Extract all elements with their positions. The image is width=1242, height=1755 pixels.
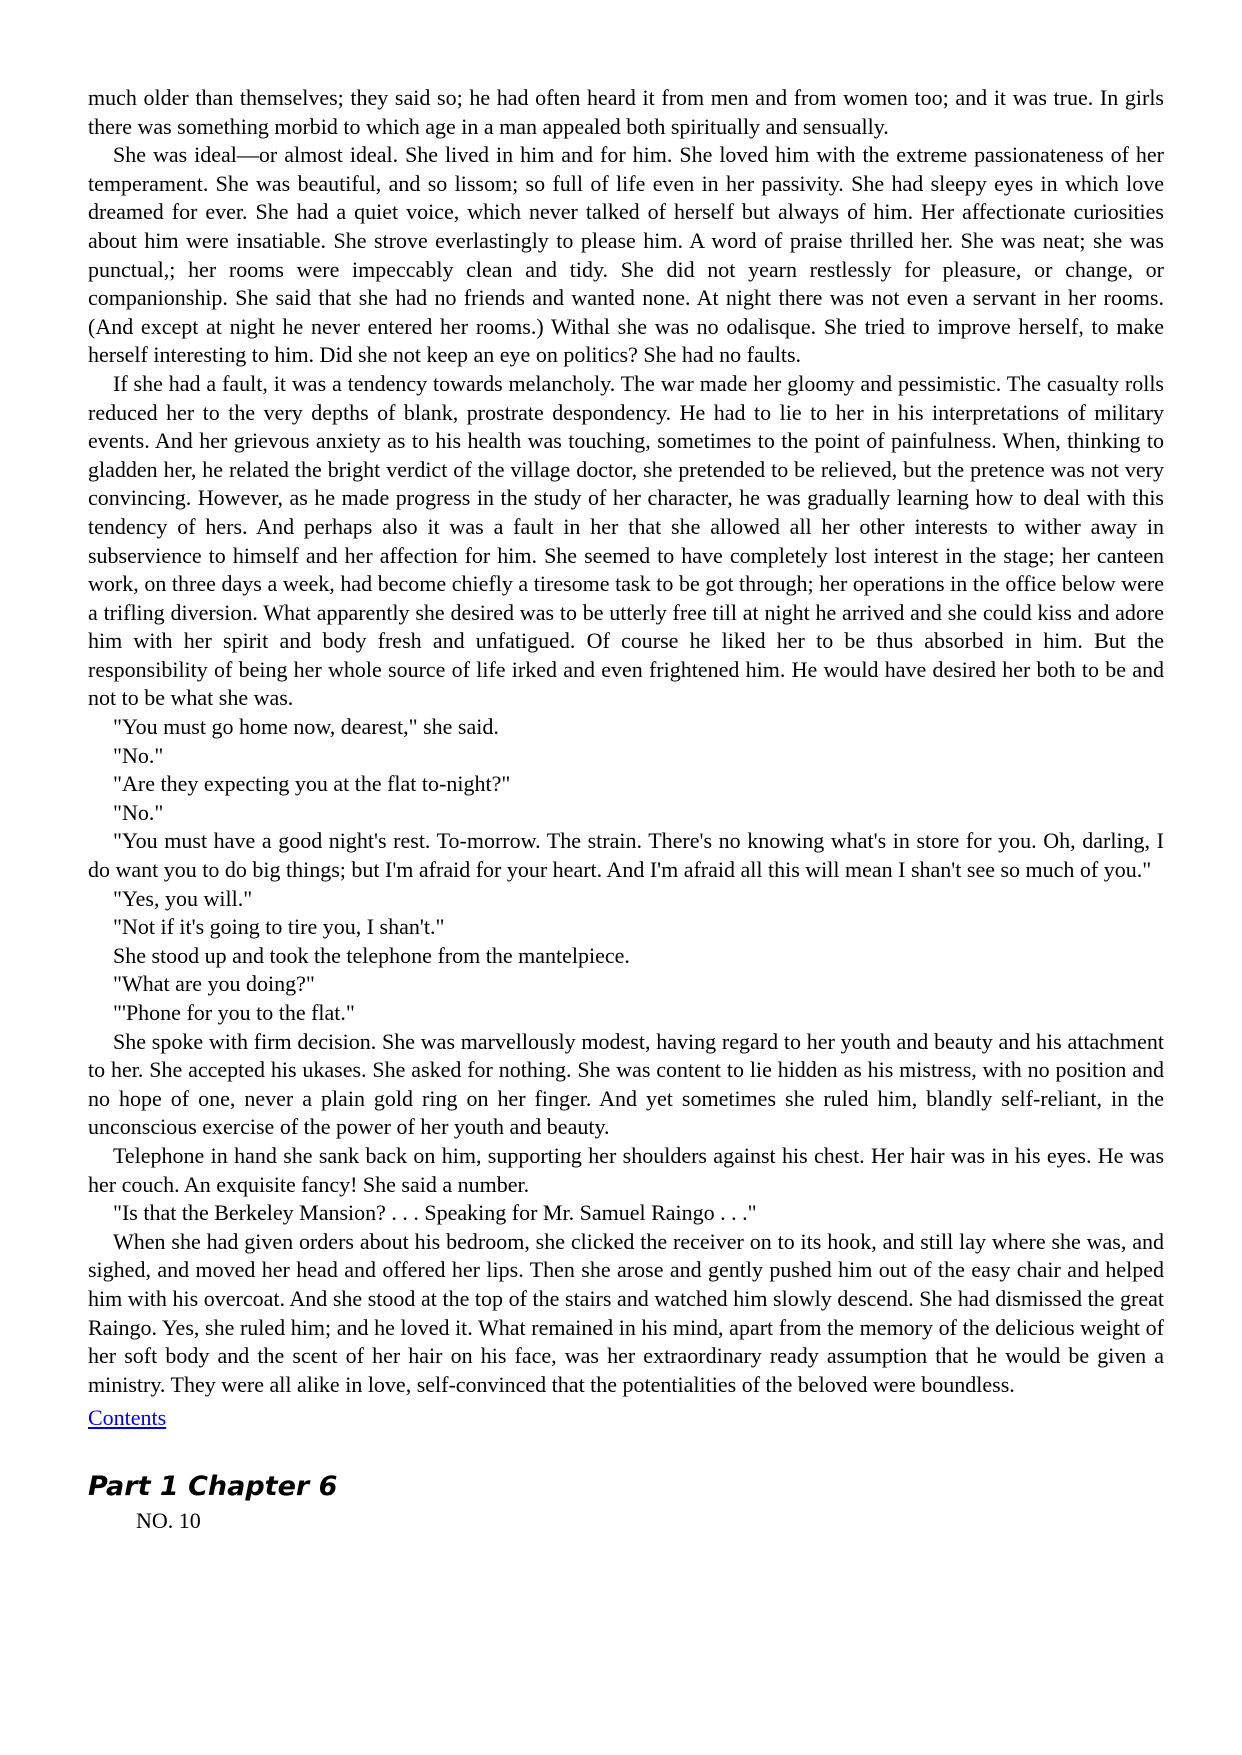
paragraph: If she had a fault, it was a tendency towards melancholy. The war made her gloomy and pessimistic. The casualty rolls reduced her to the very depths of blank, prostrate despondency. He had to lie to her in his interpretations of military events. And her grievous anxiety as to his health was touching, sometimes to the point of painfulness. When, thinking to gladden her, he related the bright verdict of the village doctor, she pretended to be relieved, but the pretence was not very convincing. However, as he made progress in the study of her character, he was gradually learning how to deal with this tendency of hers. And perhaps also it was a fault in her that she allowed all her other interests to wither away in subservience to himself and her affection for him. She seemed to have completely lost interest in the stage; her canteen work, on three days a week, had become chiefly a tiresome task to be got through; her operations in the office below were a trifling diversion. What apparently she desired was to be utterly free till at night he arrived and she could kiss and adore him with her spirit and body fresh and unfatigued. Of course he liked her to be thus absorbed in him. But the responsibility of being her whole source of life irked and even frightened him. He would have desired her both to be and not to be what she was. — [88, 370, 1164, 711]
dialogue-line: "No." — [113, 742, 164, 768]
dialogue-line: "Yes, you will." — [113, 885, 253, 911]
chapter-heading: Part 1 Chapter 6 — [88, 1470, 338, 1502]
dialogue-line: "Not if it's going to tire you, I shan't." — [113, 914, 445, 940]
paragraph: She was ideal—or almost ideal. She lived in him and for him. She loved him with the extreme passionateness of her temperament. She was beautiful, and so lissom; so full of life even in her passivity. She had sleepy eyes in which love dreamed for ever. She had a quiet voice, which never talked of herself but always of him. Her affectionate curiosities about him were insatiable. She strove everlastingly to please him. A word of praise thrilled her. She was neat; she was punctual,; her rooms were impeccably clean and tidy. She did not yearn restlessly for pleasure, or change, or companionship. She said that she had no friends and wanted none. At night there was not even a servant in her rooms. (And except at night he never entered her rooms.) Withal she was no odalisque. She tried to improve herself, to make herself interesting to him. Did she not keep an eye on politics? She had no faults. — [88, 142, 1164, 368]
paragraph: Telephone in hand she sank back on him, supporting her shoulders against his chest. Her hair was in his eyes. He was her couch. An exquisite fancy! She said a number. — [88, 1142, 1164, 1197]
dialogue-line: "Is that the Berkeley Mansion? . . . Speaking for Mr. Samuel Raingo . . ." — [113, 1200, 757, 1226]
dialogue-line: "No." — [113, 799, 164, 825]
contents-link[interactable]: Contents — [88, 1405, 167, 1431]
paragraph: She spoke with firm decision. She was marvellously modest, having regard to her youth and beauty and his attachment to her. She accepted his ukases. She asked for nothing. She was content to lie hidden as his mistress, with no position and no hope of one, never a plain gold ring on her finger. And yet sometimes she ruled him, blandly self-reliant, in the unconscious exercise of the power of her youth and beauty. — [88, 1028, 1164, 1140]
chapter-subtitle: NO. 10 — [136, 1507, 201, 1533]
paragraph: She stood up and took the telephone from the mantelpiece. — [113, 942, 630, 968]
dialogue-line: "You must go home now, dearest," she said. — [113, 714, 499, 740]
dialogue-line: "'Phone for you to the flat." — [113, 1000, 355, 1025]
dialogue-line: "What are you doing?" — [113, 971, 315, 997]
dialogue-line: "You must have a good night's rest. To-morrow. The strain. There's no knowing what's in store for you. Oh, darling, I do want you to do big things; but I'm afraid for your heart. And I'm afraid all this will mean I shan't see so much of you." — [88, 828, 1164, 883]
paragraph: When she had given orders about his bedroom, she clicked the receiver on to its hook, and still lay where she was, and sighed, and moved her head and offered her lips. Then she arose and gently pushed him out of the easy chair and helped him with his overcoat. And she stood at the top of the stairs and watched him slowly descend. She had dismissed the great Raingo. Yes, she ruled him; and he loved it. What remained in his mind, apart from the memory of the delicious weight of her soft body and the scent of her hair on his face, was her extraordinary ready assumption that he would be given a ministry. They were all alike in love, self-convinced that the potentialities of the beloved were boundless. — [88, 1228, 1164, 1397]
paragraph: much older than themselves; they said so; he had often heard it from men and from women too; and it was true. In girls there was something morbid to which age in a man appealed both spiritually and sensually. — [88, 85, 1164, 139]
dialogue-line: "Are they expecting you at the flat to-night?" — [113, 771, 511, 797]
page-body — [88, 84, 1164, 1536]
